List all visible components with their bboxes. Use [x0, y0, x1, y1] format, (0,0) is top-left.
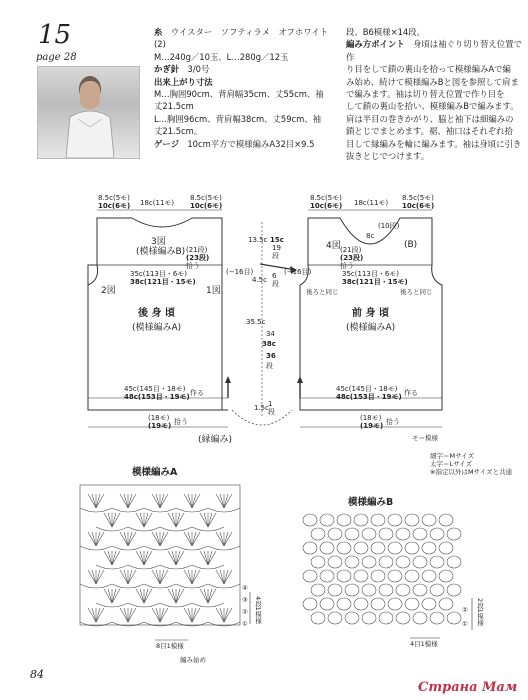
back-yoke-h1: (21段)	[186, 246, 208, 254]
front-hem-m: 45c(145目・18モ)	[336, 385, 398, 393]
front-chest-l: 38c(121目・15モ)	[342, 278, 408, 286]
chart-b-chain-loop	[303, 542, 317, 554]
dim-6-dan: 段	[272, 280, 279, 288]
chart-a-fan-motif	[160, 513, 192, 531]
point-label: 編み方ポイント	[346, 39, 405, 50]
dim-36-dan: 段	[266, 362, 273, 370]
size-l-2: 丈21.5cm。	[154, 126, 203, 137]
chart-a-row-1: ①	[242, 620, 248, 628]
chart-a-fan-motif	[192, 513, 224, 531]
chart-b-chain-loop	[388, 570, 402, 582]
dim-35-5: 35.5c	[246, 318, 266, 326]
chart-a-fan-motif	[96, 513, 128, 531]
chart-b-chain-loop	[430, 528, 444, 540]
chart-b-chain-loop	[379, 556, 393, 568]
chart-b-chain-loop	[362, 584, 376, 596]
pattern-number: 15	[38, 20, 72, 50]
chart-b-chain-loop	[337, 542, 351, 554]
chart-a-repeat-sts: 8目1模様	[156, 642, 184, 650]
dim-19-dan: 段	[272, 252, 279, 260]
chart-b-chain-loop	[320, 514, 334, 526]
chart-b-chain-loop	[328, 612, 342, 624]
chart-b-chain-loop	[447, 584, 461, 596]
chart-b-chain-loop	[311, 584, 325, 596]
dim-36: 36	[266, 352, 276, 360]
chart-b-row-1: ①	[462, 620, 468, 628]
chart-b-chain-loop	[422, 514, 436, 526]
chart-b-row-2: ②	[462, 606, 468, 614]
front-bottom-m: (18モ)	[360, 414, 382, 422]
size-m: M…胸囲90cm、背肩幅35cm、丈55cm、袖	[154, 89, 324, 100]
back-top-left-m: 8.5c(5モ)	[98, 194, 130, 202]
front-title: 前 身 頃	[352, 308, 389, 319]
front-top-left-m: 8.5c(5モ)	[310, 194, 342, 202]
chart-a-repeat-rows: 4段1模様	[254, 596, 262, 624]
chart-b-chain-loop	[328, 528, 342, 540]
chart-b-repeat-sts: 4目1模様	[410, 640, 438, 648]
back-left-figure: 2図	[101, 286, 116, 296]
back-chest-m: 35c(113目・6モ)	[130, 270, 188, 278]
yarn-label: 糸	[154, 27, 163, 37]
chart-b-chain-loop	[320, 570, 334, 582]
chart-b-chain-loop	[396, 528, 410, 540]
chart-b-chain-loop	[439, 514, 453, 526]
back-bottom-pick: 拾う	[174, 418, 188, 426]
chart-a-row-3: ③	[242, 596, 248, 604]
chart-a-fan-motif	[176, 532, 208, 550]
back-bottom-l: (19モ)	[148, 422, 172, 430]
dim-1: 1	[268, 400, 273, 408]
front-top-right-l: 10c(6モ)	[402, 202, 435, 210]
chart-b-chain-loop	[413, 584, 427, 596]
chart-b-chain-loop	[303, 570, 317, 582]
gauge-value-2: 段、B6模様×14段。	[346, 27, 425, 37]
edging-label: (縁編み)	[198, 435, 233, 445]
front-neck-rows: (10段)	[378, 222, 400, 230]
chart-b-chain-loop	[422, 542, 436, 554]
point-text-4: で編みます。袖は切り替え位置で作り目を	[346, 89, 505, 100]
point-text-8: 目して縁編みを輪に編みます。袖は身頃に引き	[346, 138, 522, 149]
front-yoke-title: (B)	[404, 240, 418, 250]
front-back-same-right: 後ろと同じ	[400, 288, 433, 296]
size-l: L…胸囲96cm、背肩幅38cm、丈59cm、袖	[154, 113, 322, 124]
chart-b-chain-loop	[371, 598, 385, 610]
chart-a-fan-motif	[128, 551, 160, 569]
chart-a-fan-motif	[96, 551, 128, 569]
chart-a-fan-motif	[112, 532, 144, 550]
front-top-right-m: 8.5c(5モ)	[402, 194, 434, 202]
back-title: 後 身 頃	[138, 308, 175, 319]
chart-b-chain-loop	[345, 584, 359, 596]
front-back-same-left: 後ろと同じ	[306, 288, 339, 296]
gauge-label: ゲージ	[154, 138, 179, 149]
chart-b-chain-loop	[379, 584, 393, 596]
chart-b-chain-loop	[405, 542, 419, 554]
legend-note: ※指定以外はMサイズと共通	[430, 468, 513, 476]
back-top-left-l: 10c(6モ)	[98, 202, 131, 210]
point-text-1: 身頃は袖ぐり切り替え位置で作	[346, 39, 522, 62]
chart-a-fan-motif	[112, 608, 144, 626]
front-side-decrease: (−16目)	[284, 268, 312, 276]
legend-mo: モ＝模様	[412, 434, 438, 442]
dim-13-5: 13.5c	[248, 236, 268, 244]
chart-b-chain-loop	[354, 514, 368, 526]
chart-b-repeat-rows: 2段1模様	[476, 598, 484, 626]
chart-b-chain-loop	[388, 514, 402, 526]
point-text-3: み始め、続けて模様編みBと図を参照して肩ま	[346, 76, 519, 87]
chart-a-fan-motif	[96, 589, 128, 607]
front-top-mid: 18c(11モ)	[354, 199, 389, 207]
chart-a-fan-motif	[128, 513, 160, 531]
dim-34: 34	[266, 330, 275, 338]
front-yoke-figure: 4図	[326, 241, 341, 251]
hook-label: かぎ針	[154, 64, 180, 75]
chart-b-chain-loop	[405, 598, 419, 610]
chart-b-chain-loop	[388, 598, 402, 610]
chart-a-fan-motif	[160, 551, 192, 569]
chart-a-fan-motif	[176, 570, 208, 588]
watermark: Страна Мам	[418, 680, 518, 695]
chart-a-row-2: ②	[242, 608, 248, 616]
chart-b-chain-loop	[439, 598, 453, 610]
size-label: 出来上がり寸法	[154, 76, 213, 87]
chart-b-chain-loop	[447, 612, 461, 624]
chart-b-chain-loop	[413, 612, 427, 624]
chart-a-fan-motif	[144, 608, 176, 626]
point-text-7: 鎖とじでまとめます。裾、袖口はそれぞれ拾	[346, 126, 513, 137]
chart-a-fan-motif	[208, 532, 240, 550]
chart-b-chain-loop	[303, 514, 317, 526]
chart-b-chain-loop	[371, 570, 385, 582]
dim-38: 38c	[262, 340, 276, 348]
point-text-2: り目をして鎖の裏山を拾って模様編みAで編	[346, 64, 511, 75]
chart-a-fan-motif	[208, 494, 240, 512]
back-yoke-h2: (23段)	[186, 254, 210, 262]
chart-b-chain-loop	[303, 598, 317, 610]
chart-b-chain-loop	[337, 598, 351, 610]
chart-a-fan-motif	[80, 532, 112, 550]
chart-b-chain-loop	[371, 542, 385, 554]
chart-b-chain-loop	[405, 570, 419, 582]
chart-b-chain-loop	[379, 528, 393, 540]
chart-b-chain-loop	[430, 556, 444, 568]
dim-6: 6	[272, 272, 277, 280]
chart-a-fan-motif	[192, 589, 224, 607]
chart-b-chain-loop	[337, 514, 351, 526]
back-hem-make: 作る	[190, 389, 204, 397]
yarn-amount: M…240g／10玉、L…280g／12玉	[154, 51, 289, 62]
front-subtitle: (模様編みA)	[346, 323, 396, 333]
back-chest-l: 38c(121目・15モ)	[130, 278, 196, 286]
chart-b-chain-loop	[320, 598, 334, 610]
chart-b-chain-loop	[328, 584, 342, 596]
point-text-9: 抜きとじでつけます。	[346, 151, 430, 162]
chart-b-chain-loop	[354, 542, 368, 554]
chart-b-chain-loop	[320, 542, 334, 554]
chart-a-fan-motif	[80, 570, 112, 588]
chart-b-chain-loop	[311, 556, 325, 568]
chart-b-chain-loop	[422, 570, 436, 582]
front-chest-m: 35c(113目・6モ)	[342, 270, 400, 278]
front-yoke-h1: (21段)	[340, 246, 362, 254]
chart-b-chain-loop	[362, 528, 376, 540]
chart-b-chain-loop	[371, 514, 385, 526]
front-neck-height: 8c	[366, 232, 375, 240]
dim-1-5: 1.5c	[254, 404, 269, 412]
front-hem-l: 48c(153目・19モ)	[336, 393, 402, 401]
back-hem-l: 48c(153目・19モ)	[124, 393, 190, 401]
chart-b-chain-loop	[354, 598, 368, 610]
chart-b-chain-loop	[396, 584, 410, 596]
chart-b-chain-loop	[328, 556, 342, 568]
chart-b-chain-loop	[354, 570, 368, 582]
chart-a-fan-motif	[128, 589, 160, 607]
chart-a-fan-motif	[192, 551, 224, 569]
page-number: 84	[30, 668, 44, 681]
back-yoke-h3: 拾う	[186, 262, 200, 270]
chart-b-chain-loop	[439, 570, 453, 582]
back-yoke-title: (模様編みB)	[136, 247, 186, 257]
chart-a-fan-motif	[208, 608, 240, 626]
size-m-2: 丈21.5cm	[154, 101, 194, 112]
chart-a-start: 編み始め	[180, 656, 206, 664]
gauge-value: 10cm平方で模様編みA32目×9.5	[187, 138, 315, 149]
back-yoke-figure: 3図	[151, 237, 166, 247]
chart-b-chain-loop	[422, 598, 436, 610]
legend-thin: 細字＝Mサイズ	[430, 452, 475, 460]
chart-b-chain-loop	[430, 584, 444, 596]
dim-15: 15c	[270, 236, 284, 244]
chart-b-chain-loop	[447, 528, 461, 540]
front-yoke-h3: 拾う	[340, 262, 354, 270]
chart-b-chain-loop	[396, 556, 410, 568]
chart-b-chain-loop	[388, 542, 402, 554]
dim-1-dan: 段	[268, 408, 275, 416]
chart-a-row-4: ④	[242, 584, 248, 592]
front-hem-make: 作る	[404, 389, 418, 397]
legend-bold: 太字＝Lサイズ	[430, 460, 473, 468]
chart-b-chain-loop	[345, 556, 359, 568]
chart-b-chain-loop	[405, 514, 419, 526]
chart-a-fan-motif	[80, 494, 112, 512]
back-top-right-m: 8.5c(5モ)	[190, 194, 222, 202]
chart-a-fan-motif	[144, 494, 176, 512]
chart-b-chain-loop	[362, 556, 376, 568]
chart-b-chain-loop	[413, 528, 427, 540]
front-bottom-pick: 拾う	[386, 418, 400, 426]
back-side-decrease: (−16目)	[226, 268, 254, 276]
yarn-value: ウイスター ソフティラメ オフホワイト	[170, 27, 329, 37]
dim-4-5: 4.5c	[252, 276, 267, 284]
back-subtitle: (模様編みA)	[132, 323, 182, 333]
chart-b-chain-loop	[439, 542, 453, 554]
chart-b-chain-loop	[447, 556, 461, 568]
chart-a-fan-motif	[160, 589, 192, 607]
yarn-color: (2)	[154, 39, 166, 50]
chart-b-chain-loop	[311, 612, 325, 624]
chart-a-fan-motif	[112, 570, 144, 588]
chart-b-chain-loop	[430, 612, 444, 624]
chart-a-fan-motif	[144, 570, 176, 588]
point-text-6: 肩は半目の巻きかがり、脇と袖下は細編みの	[346, 113, 514, 124]
chart-b-chain-loop	[337, 570, 351, 582]
back-hem-m: 45c(145目・18モ)	[124, 385, 186, 393]
back-right-figure: 1図	[206, 286, 221, 296]
front-bottom-l: (19モ)	[360, 422, 384, 430]
back-top-right-l: 10c(6モ)	[190, 202, 223, 210]
back-top-mid: 18c(11モ)	[140, 199, 175, 207]
chart-b-chain-loop	[362, 612, 376, 624]
chart-a-fan-motif	[112, 494, 144, 512]
point-text-5: して鎖の裏山を拾い、模様編みBで編みます。	[346, 101, 519, 112]
chart-a-title: 模様編みA	[132, 467, 178, 478]
chart-b-chain-loop	[345, 612, 359, 624]
chart-a-fan-motif	[80, 608, 112, 626]
front-top-left-l: 10c(6モ)	[310, 202, 343, 210]
front-yoke-h2: (23段)	[340, 254, 364, 262]
chart-b-chain-loop	[413, 556, 427, 568]
dim-19: 19	[272, 244, 281, 252]
hook-value: 3/0号	[187, 64, 210, 75]
chart-a-fan-motif	[144, 532, 176, 550]
chart-b-chain-loop	[396, 612, 410, 624]
chart-a-fan-motif	[208, 570, 240, 588]
chart-b-chain-loop	[311, 528, 325, 540]
chart-b-title: 模様編みB	[348, 497, 394, 508]
page-reference: page 28	[36, 52, 77, 63]
chart-b-chain-loop	[379, 612, 393, 624]
back-bottom-m: (18モ)	[148, 414, 170, 422]
chart-a-fan-motif	[176, 494, 208, 512]
chart-b-chain-loop	[345, 528, 359, 540]
chart-a-fan-motif	[176, 608, 208, 626]
